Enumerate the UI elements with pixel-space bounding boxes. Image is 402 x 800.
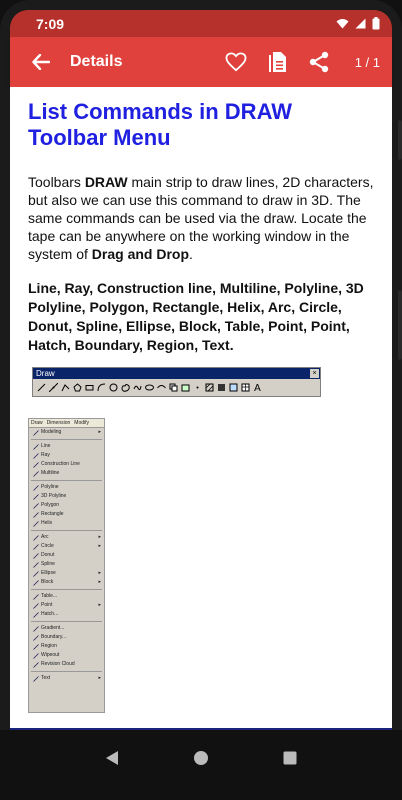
menu-item-label: 3D Polyline [41,493,67,499]
polygon-tool-icon [73,382,82,392]
nav-back-icon[interactable] [105,750,119,766]
menu-item-icon [32,626,39,632]
menu-item [29,592,104,601]
submenu-arrow-icon: ▸ [98,675,101,681]
share-icon[interactable] [309,51,329,73]
menu-item-icon [32,571,39,577]
menu-item-icon [32,635,39,641]
revision-cloud-icon [121,382,130,392]
nav-recents-icon[interactable] [283,751,297,765]
menu-item-icon [32,430,39,436]
status-bar [10,10,392,37]
menu-item-icon [32,453,39,459]
ellipse-tool-icon [145,382,154,392]
menu-item-label: Modeling [41,429,62,435]
menu-item [29,510,104,519]
menu-item-icon [32,662,39,668]
menubar-modify: Modify [74,420,90,426]
construction-line-icon [49,382,58,392]
menu-item [29,428,104,437]
draw-toolbar-title: Draw [36,369,55,378]
menu-item-icon [32,521,39,527]
menu-item [29,460,104,469]
rectangle-tool-icon [85,382,94,392]
menu-item-icon [32,494,39,500]
menu-item-icon [32,471,39,477]
article-paragraph [10,151,392,263]
menu-separator [31,439,102,440]
menu-item-icon [32,612,39,618]
menu-separator [31,480,102,481]
signal-icon [355,18,366,29]
spline-tool-icon [133,382,142,392]
menu-item-icon [32,503,39,509]
menu-item-label: Hatch... [41,611,59,617]
line-tool-icon [37,382,46,392]
hatch-tool-icon [205,382,214,392]
para-bold-draw: DRAW [84,174,128,190]
article-content[interactable] [10,87,392,730]
document-icon[interactable] [269,51,287,73]
menu-item [29,551,104,560]
menu-item-label: Gradient... [41,625,65,631]
menu-item [29,442,104,451]
menu-item-label: Line [41,443,51,449]
heart-icon[interactable] [225,52,247,72]
menu-item [29,501,104,510]
menu-item-label: Multiline [41,470,60,476]
point-tool-icon [193,382,202,392]
power-button [398,290,402,360]
menu-item [29,601,104,610]
menu-item-icon [32,512,39,518]
menu-item-label: Ellipse [41,570,56,576]
menu-item [29,578,104,587]
menubar-draw: Draw [31,420,43,426]
menu-item-label: Rectangle [41,511,64,517]
draw-toolbar-image [32,367,321,397]
menu-item-icon [32,535,39,541]
menu-item-icon [32,562,39,568]
menu-item-icon [32,462,39,468]
menu-item [29,560,104,569]
menu-item-icon [32,544,39,550]
submenu-arrow-icon: ▸ [98,602,101,608]
menu-item-label: Boundary... [41,634,67,640]
status-time: 7:09 [36,15,65,32]
menu-item-label: Block [41,579,54,585]
submenu-arrow-icon: ▸ [98,570,101,576]
menu-item [29,542,104,551]
menu-item [29,492,104,501]
menu-item-label: Revision Cloud [41,661,75,667]
table-tool-icon [241,382,250,392]
wifi-icon [336,18,349,29]
menu-item-label: Spline [41,561,55,567]
draw-toolbar-icons [33,379,320,392]
ellipse-arc-icon [157,382,166,392]
menu-item-label: Point [41,602,53,608]
menu-item-icon [32,644,39,650]
menu-item-icon [32,444,39,450]
article-heading: List Commands in DRAW Toolbar Menu [28,99,293,150]
menu-item [29,642,104,651]
command-list: Line, Ray, Construction line, Multiline, Polyline, 3D Polyline, Polygon, Rectangle, Helix, Arc, Circle, Donut, Spline, Ellipse, Block, Table, Point, Point, Hatch, Boundary, Region, Text. [28,280,364,353]
menu-item-label: Donut [41,552,55,558]
menu-item-label: Polygon [41,502,60,508]
submenu-arrow-icon: ▸ [98,543,101,549]
text-tool-icon [253,382,262,392]
menu-item-icon [32,594,39,600]
menu-item-label: Helix [41,520,53,526]
para-bold-drag-drop: Drag and Drop [91,246,190,262]
menu-item-label: Ray [41,452,50,458]
menu-item [29,660,104,669]
app-bar [10,37,392,87]
menu-item-icon [32,603,39,609]
menu-item-label: Polyline [41,484,59,490]
menu-item [29,651,104,660]
region-tool-icon [229,382,238,392]
menu-separator [31,530,102,531]
nav-home-icon[interactable] [193,750,209,766]
gradient-tool-icon [217,382,226,392]
menu-item [29,610,104,619]
menu-separator [31,621,102,622]
make-block-icon [181,382,190,392]
circle-tool-icon [109,382,118,392]
menu-item [29,451,104,460]
draw-toolbar-close: × [310,369,319,378]
arrow-back-icon [32,54,50,70]
menu-item-label: Arc [41,534,49,540]
draw-menu-image [28,418,105,713]
draw-menu-items [29,428,104,683]
para-text-3: . [189,246,193,262]
menu-item-icon [32,485,39,491]
draw-toolbar-titlebar [33,368,320,379]
draw-menu-menubar [29,419,104,428]
menu-item [29,624,104,633]
page-indicator: 1 / 1 [354,54,380,70]
menu-item-label: Construction Line [41,461,80,467]
insert-block-icon [169,382,178,392]
submenu-arrow-icon: ▸ [98,579,101,585]
menu-item [29,633,104,642]
para-text-1: Toolbars [28,174,85,190]
menu-separator [31,671,102,672]
submenu-arrow-icon: ▸ [98,429,101,435]
menu-item-label: Wipeout [41,652,60,658]
menu-separator [31,589,102,590]
menu-item-label: Text [41,675,51,681]
menu-item [29,533,104,542]
back-button[interactable] [26,47,56,77]
menu-item-icon [32,553,39,559]
polyline-tool-icon [61,382,70,392]
menu-item [29,569,104,578]
menu-item-icon [32,676,39,682]
menu-item-label: Circle [41,543,54,549]
system-nav-bar [0,730,402,800]
volume-button [398,120,402,160]
menu-item [29,469,104,478]
menu-item [29,674,104,683]
submenu-arrow-icon: ▸ [98,534,101,540]
svg-text:A: A [254,383,261,392]
menu-item [29,519,104,528]
menu-item [29,483,104,492]
menu-item-icon [32,653,39,659]
arc-tool-icon [97,382,106,392]
page-title: Details [70,53,123,70]
menu-item-label: Region [41,643,57,649]
menu-item-label: Table... [41,593,58,599]
battery-icon [372,17,380,30]
menu-item-icon [32,580,39,586]
para-text-2: main strip to draw lines, 2D characters, but also we can use this command to draw in 3D. The same commands can be used via the draw. Locate the tape can be anywhere on the working window in the system of [28,174,374,262]
menubar-dimension: Dimension [46,420,71,426]
